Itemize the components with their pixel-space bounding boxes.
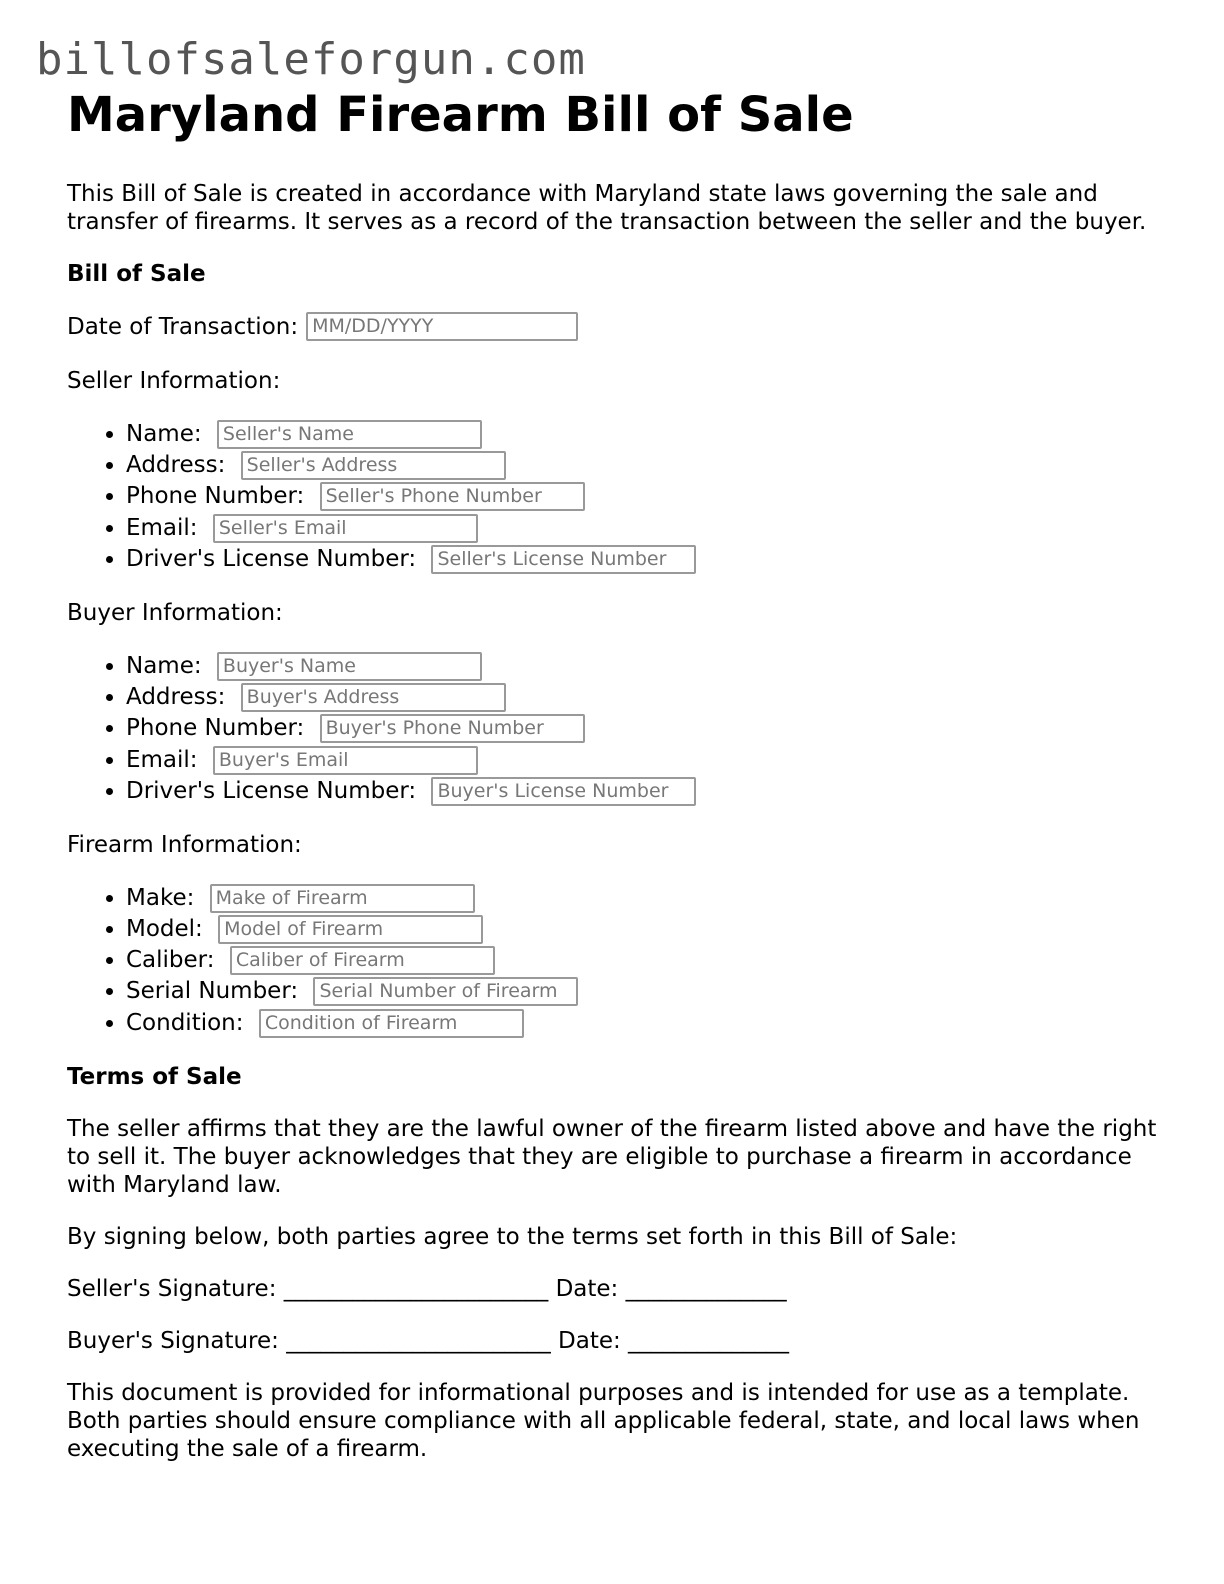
list-item <box>126 945 1157 976</box>
buyer-email-label: Email: <box>126 746 198 773</box>
seller-name-field[interactable]: Seller's Name <box>217 420 482 449</box>
firearm-model-field[interactable]: Model of Firearm <box>218 915 483 944</box>
seller-info-list <box>67 419 1157 575</box>
seller-license-field[interactable]: Seller's License Number <box>431 545 696 574</box>
firearm-caliber-field[interactable]: Caliber of Firearm <box>230 946 495 975</box>
seller-license-label: Driver's License Number: <box>126 545 417 572</box>
firearm-serial-field[interactable]: Serial Number of Firearm <box>313 977 578 1006</box>
seller-name-label: Name: <box>126 421 202 447</box>
list-item <box>126 1008 1157 1039</box>
firearm-info-list <box>67 883 1157 1039</box>
buyer-info-list <box>67 651 1157 807</box>
list-item <box>126 544 1157 575</box>
list-item <box>126 745 1157 776</box>
firearm-serial-label: Serial Number: <box>126 978 299 1005</box>
seller-email-field[interactable]: Seller's Email <box>213 514 478 543</box>
terms-heading: Terms of Sale <box>67 1063 242 1090</box>
list-item <box>126 713 1157 744</box>
date-field[interactable]: MM/DD/YYYY <box>306 312 578 341</box>
firearm-condition-field[interactable]: Condition of Firearm <box>259 1009 524 1038</box>
firearm-make-field[interactable]: Make of Firearm <box>210 884 475 913</box>
list-item <box>126 450 1157 481</box>
buyer-phone-label: Phone Number: <box>126 715 305 742</box>
buyer-email-field[interactable]: Buyer's Email <box>213 746 478 775</box>
list-item <box>126 419 1157 450</box>
firearm-model-label: Model: <box>126 916 203 943</box>
watermark: billofsaleforgun.com <box>36 34 586 85</box>
buyer-address-field[interactable]: Buyer's Address <box>241 683 506 712</box>
list-item <box>126 914 1157 945</box>
seller-address-field[interactable]: Seller's Address <box>241 451 506 480</box>
signing-paragraph: By signing below, both parties agree to the terms set forth in this Bill of Sale: <box>67 1223 958 1250</box>
terms-paragraph: The seller affirms that they are the lawful owner of the firearm listed above and have the right to sell it. The buyer acknowledges that they are eligible to purchase a firearm in accordance with Maryland law. <box>67 1115 1157 1198</box>
buyer-name-label: Name: <box>126 652 202 679</box>
list-item <box>126 682 1157 713</box>
firearm-condition-label: Condition: <box>126 1009 244 1036</box>
list-item <box>126 776 1157 807</box>
intro-paragraph: This Bill of Sale is created in accordance with Maryland state laws governing the sale and transfer of firearms. It serves as a record of the transaction between the seller and the buyer. <box>67 181 1147 235</box>
list-item <box>126 883 1157 914</box>
buyer-signature-line: Buyer's Signature: _______________________ Date: ______________ <box>67 1327 790 1354</box>
seller-email-label: Email: <box>126 514 198 541</box>
firearm-section-label: Firearm Information: <box>67 831 302 858</box>
date-label: Date of Transaction: <box>67 313 299 340</box>
buyer-license-label: Driver's License Number: <box>126 777 417 804</box>
seller-phone-field[interactable]: Seller's Phone Number <box>320 482 585 511</box>
page-title: Maryland Firearm Bill of Sale <box>67 87 854 143</box>
buyer-license-field[interactable]: Buyer's License Number <box>431 777 696 806</box>
seller-address-label: Address: <box>126 452 226 479</box>
buyer-name-field[interactable]: Buyer's Name <box>217 652 482 681</box>
buyer-phone-field[interactable]: Buyer's Phone Number <box>320 714 585 743</box>
seller-phone-label: Phone Number: <box>126 483 305 510</box>
list-item <box>126 651 1157 682</box>
disclaimer-paragraph: This document is provided for informational purposes and is intended for use as a template. Both parties should ensure compliance with all applicable federal, state, and local laws when executing the sale of a firearm. <box>67 1379 1140 1462</box>
seller-signature-line: Seller's Signature: _______________________ Date: ______________ <box>67 1275 787 1302</box>
date-row <box>67 312 1157 341</box>
document-body <box>67 86 1157 1463</box>
seller-section-label: Seller Information: <box>67 368 281 394</box>
firearm-make-label: Make: <box>126 884 195 911</box>
list-item <box>126 976 1157 1007</box>
bill-of-sale-heading: Bill of Sale <box>67 261 206 287</box>
firearm-caliber-label: Caliber: <box>126 947 215 974</box>
buyer-address-label: Address: <box>126 684 226 711</box>
buyer-section-label: Buyer Information: <box>67 599 283 626</box>
list-item <box>126 513 1157 544</box>
list-item <box>126 481 1157 512</box>
